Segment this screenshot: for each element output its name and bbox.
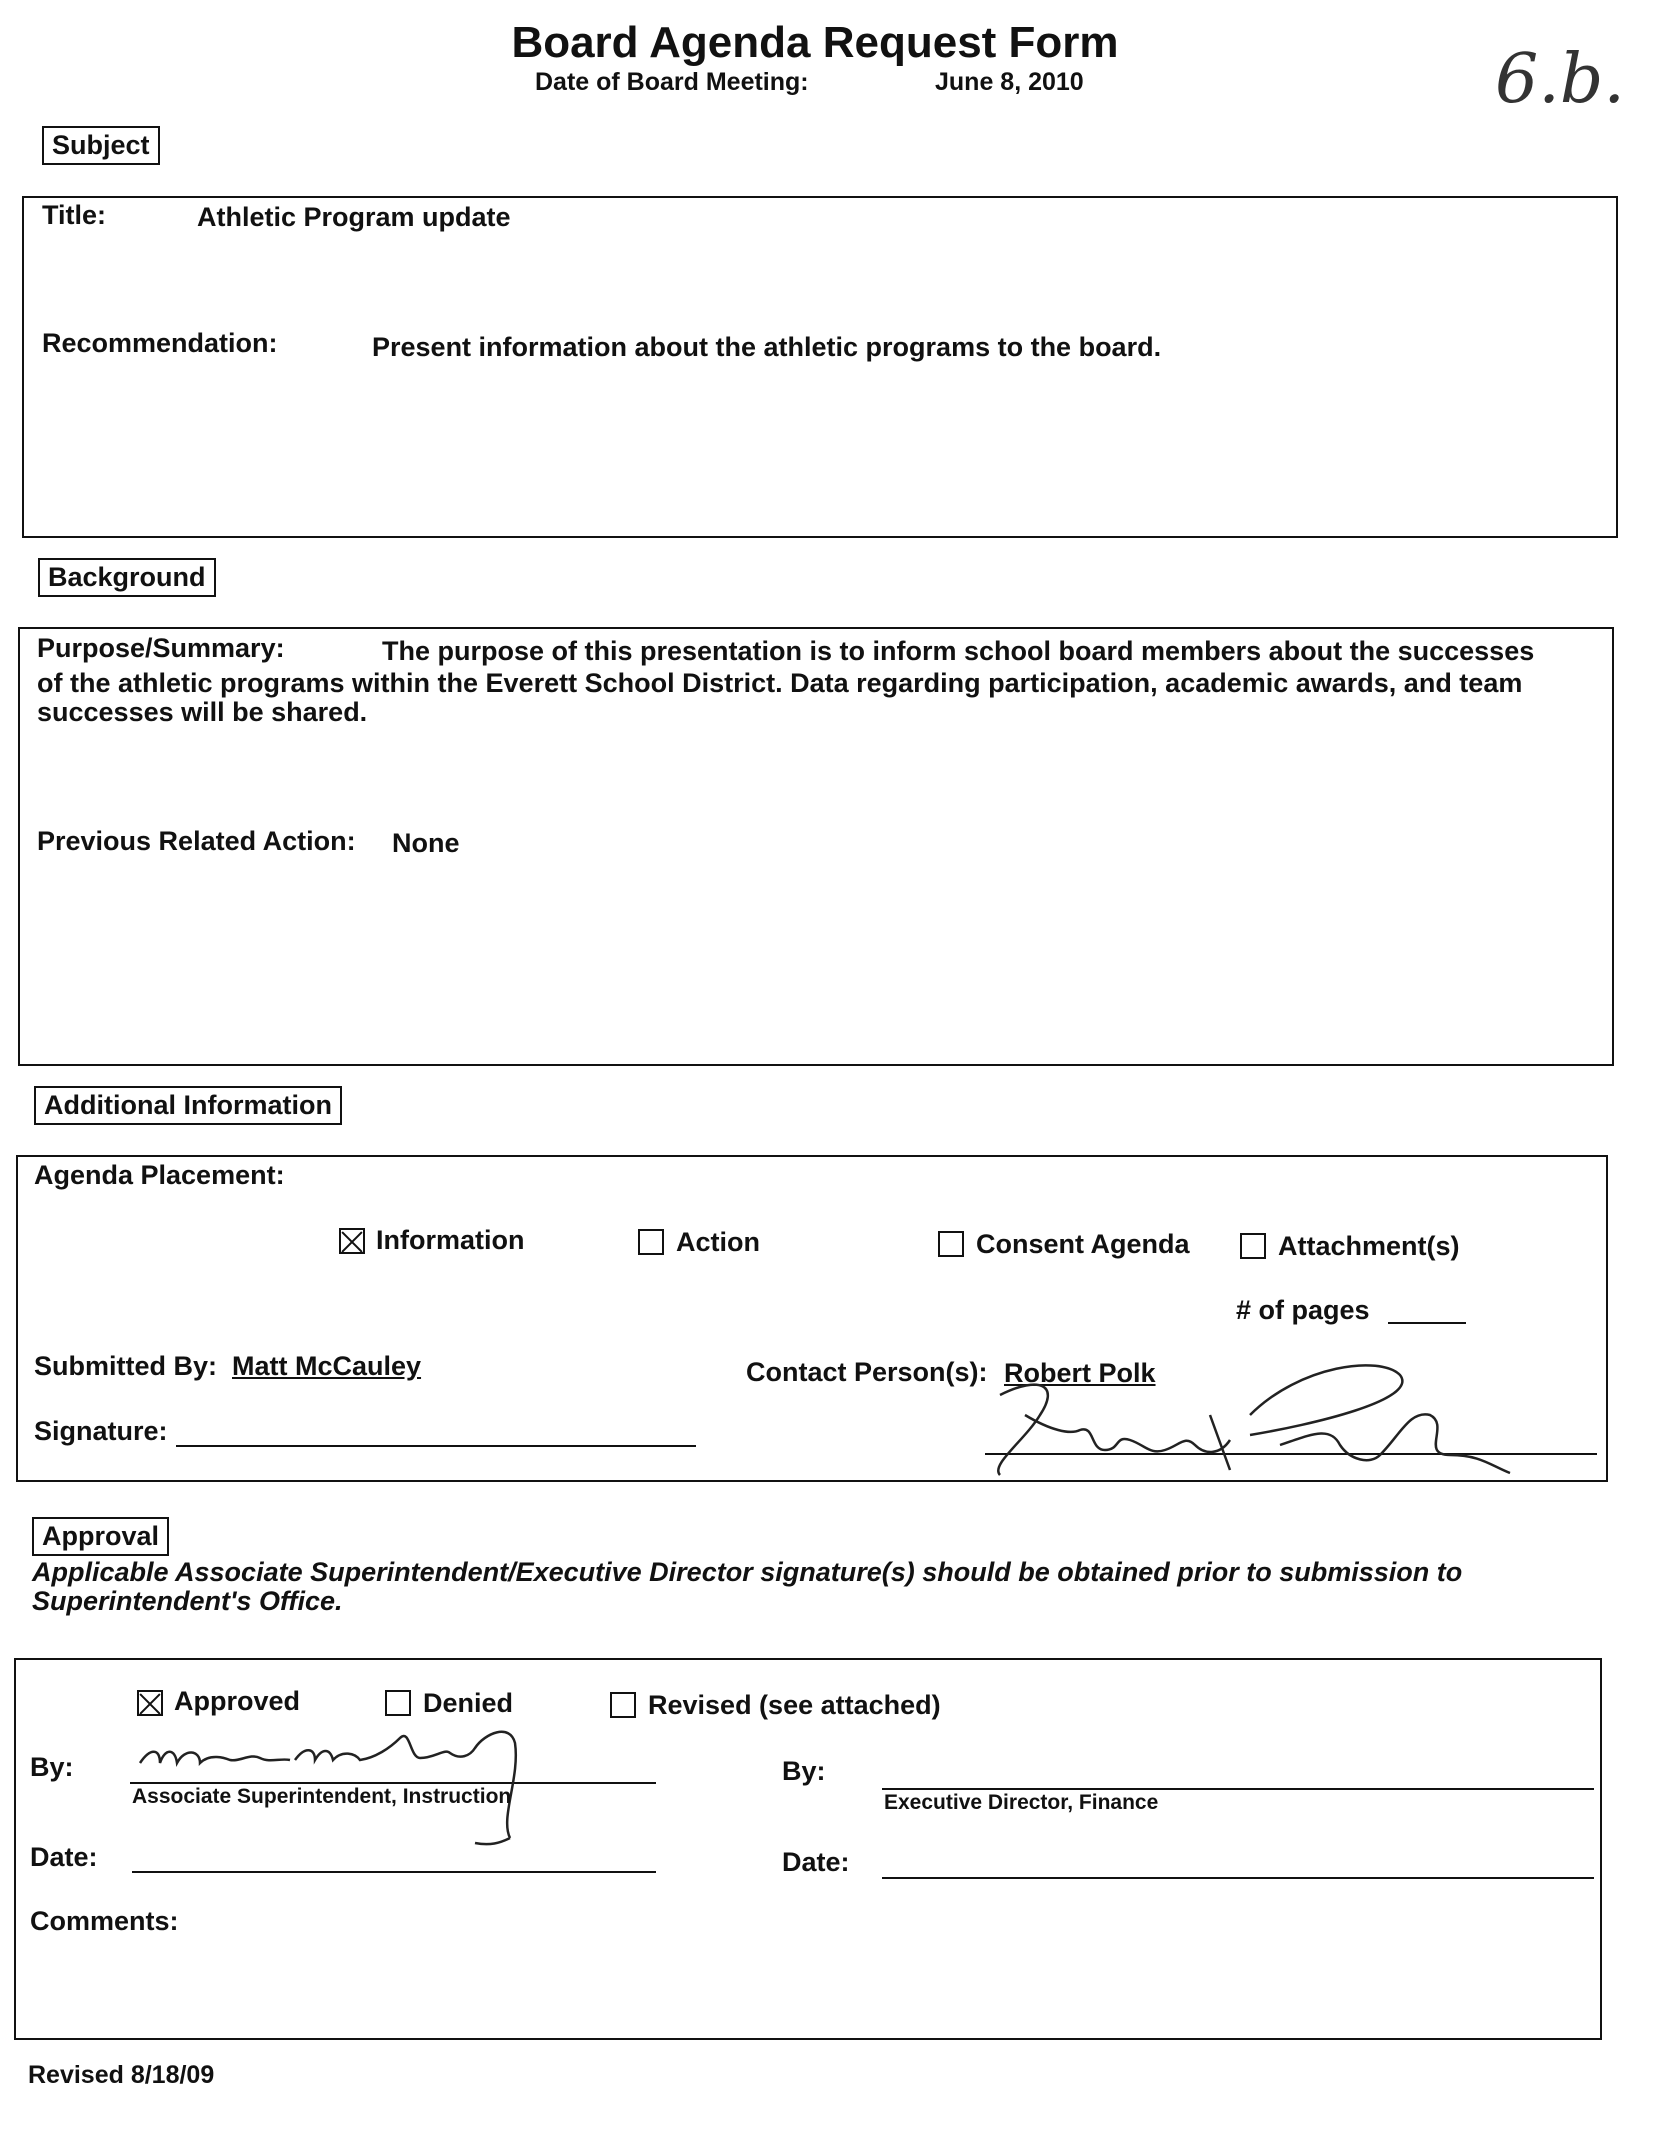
- signature-label: Signature:: [34, 1416, 168, 1446]
- subject-section-label: Subject: [42, 126, 160, 165]
- background-section-label: Background: [38, 558, 216, 597]
- attachments-option-label: Attachment(s): [1278, 1231, 1460, 1261]
- consent-agenda-option-label: Consent Agenda: [976, 1229, 1190, 1259]
- agenda-placement-label: Agenda Placement:: [34, 1160, 285, 1190]
- form-title: Board Agenda Request Form: [511, 18, 1119, 67]
- submitted-by-value: Matt McCauley: [232, 1351, 422, 1381]
- recommendation-label: Recommendation:: [42, 328, 278, 358]
- comments-label: Comments:: [30, 1906, 179, 1936]
- information-option-label: Information: [376, 1225, 525, 1255]
- approval-note-line-1: Applicable Associate Superintendent/Executive Director signature(s) should be obtained prior to submission to: [32, 1557, 1463, 1587]
- right-date-label: Date:: [782, 1847, 850, 1877]
- purpose-line-2: of the athletic programs within the Everett School District. Data regarding participation, academic awards, and team: [37, 668, 1523, 698]
- title-label: Title:: [42, 200, 107, 230]
- meeting-date: June 8, 2010: [935, 68, 1084, 96]
- revised-date: Revised 8/18/09: [28, 2061, 215, 2089]
- right-by-label: By:: [782, 1756, 826, 1786]
- handwritten-signature-matt-mccauley: [130, 1718, 570, 1848]
- information-checkbox[interactable]: [339, 1228, 365, 1254]
- submitted-by-label: Submitted By:: [34, 1351, 218, 1381]
- left-by-label: By:: [30, 1752, 74, 1782]
- revised-checkbox[interactable]: [610, 1692, 636, 1718]
- denied-checkbox[interactable]: [385, 1690, 411, 1716]
- contact-person-label: Contact Person(s):: [746, 1357, 988, 1387]
- denied-option-label: Denied: [423, 1688, 514, 1718]
- action-checkbox[interactable]: [638, 1229, 664, 1255]
- attachments-checkbox[interactable]: [1240, 1233, 1266, 1259]
- approval-section-label: Approval: [32, 1517, 169, 1556]
- purpose-label: Purpose/Summary:: [37, 633, 285, 663]
- subject-box: [22, 196, 1618, 538]
- signature-line[interactable]: [176, 1445, 696, 1447]
- purpose-line-1: The purpose of this presentation is to inform school board members about the successes: [382, 636, 1535, 666]
- handwritten-signature-robert-polk: [980, 1355, 1520, 1485]
- purpose-line-3: successes will be shared.: [37, 697, 368, 727]
- recommendation-value: Present information about the athletic programs to the board.: [372, 332, 1162, 362]
- pages-label: # of pages: [1236, 1295, 1370, 1325]
- agenda-item-number: 6.b.: [1495, 40, 1626, 119]
- right-role-label: Executive Director, Finance: [884, 1791, 1159, 1814]
- previous-action-label: Previous Related Action:: [37, 826, 356, 856]
- revised-option-label: Revised (see attached): [648, 1690, 941, 1720]
- approval-note-line-2: Superintendent's Office.: [32, 1586, 343, 1616]
- title-value: Athletic Program update: [197, 202, 511, 232]
- action-option-label: Action: [676, 1227, 760, 1257]
- consent-agenda-checkbox[interactable]: [938, 1231, 964, 1257]
- approved-checkbox[interactable]: [137, 1690, 163, 1716]
- contact-person-value: Robert Polk: [1004, 1358, 1156, 1388]
- left-date-line[interactable]: [132, 1871, 656, 1873]
- pages-field[interactable]: [1388, 1322, 1466, 1324]
- left-role-label: Associate Superintendent, Instruction: [132, 1785, 512, 1808]
- previous-action-value: None: [392, 828, 460, 858]
- approved-option-label: Approved: [174, 1686, 301, 1716]
- left-date-label: Date:: [30, 1842, 98, 1872]
- meeting-date-label: Date of Board Meeting:: [535, 68, 809, 96]
- additional-info-section-label: Additional Information: [34, 1086, 342, 1125]
- right-date-line[interactable]: [882, 1877, 1594, 1879]
- right-by-signature-line[interactable]: [882, 1788, 1594, 1790]
